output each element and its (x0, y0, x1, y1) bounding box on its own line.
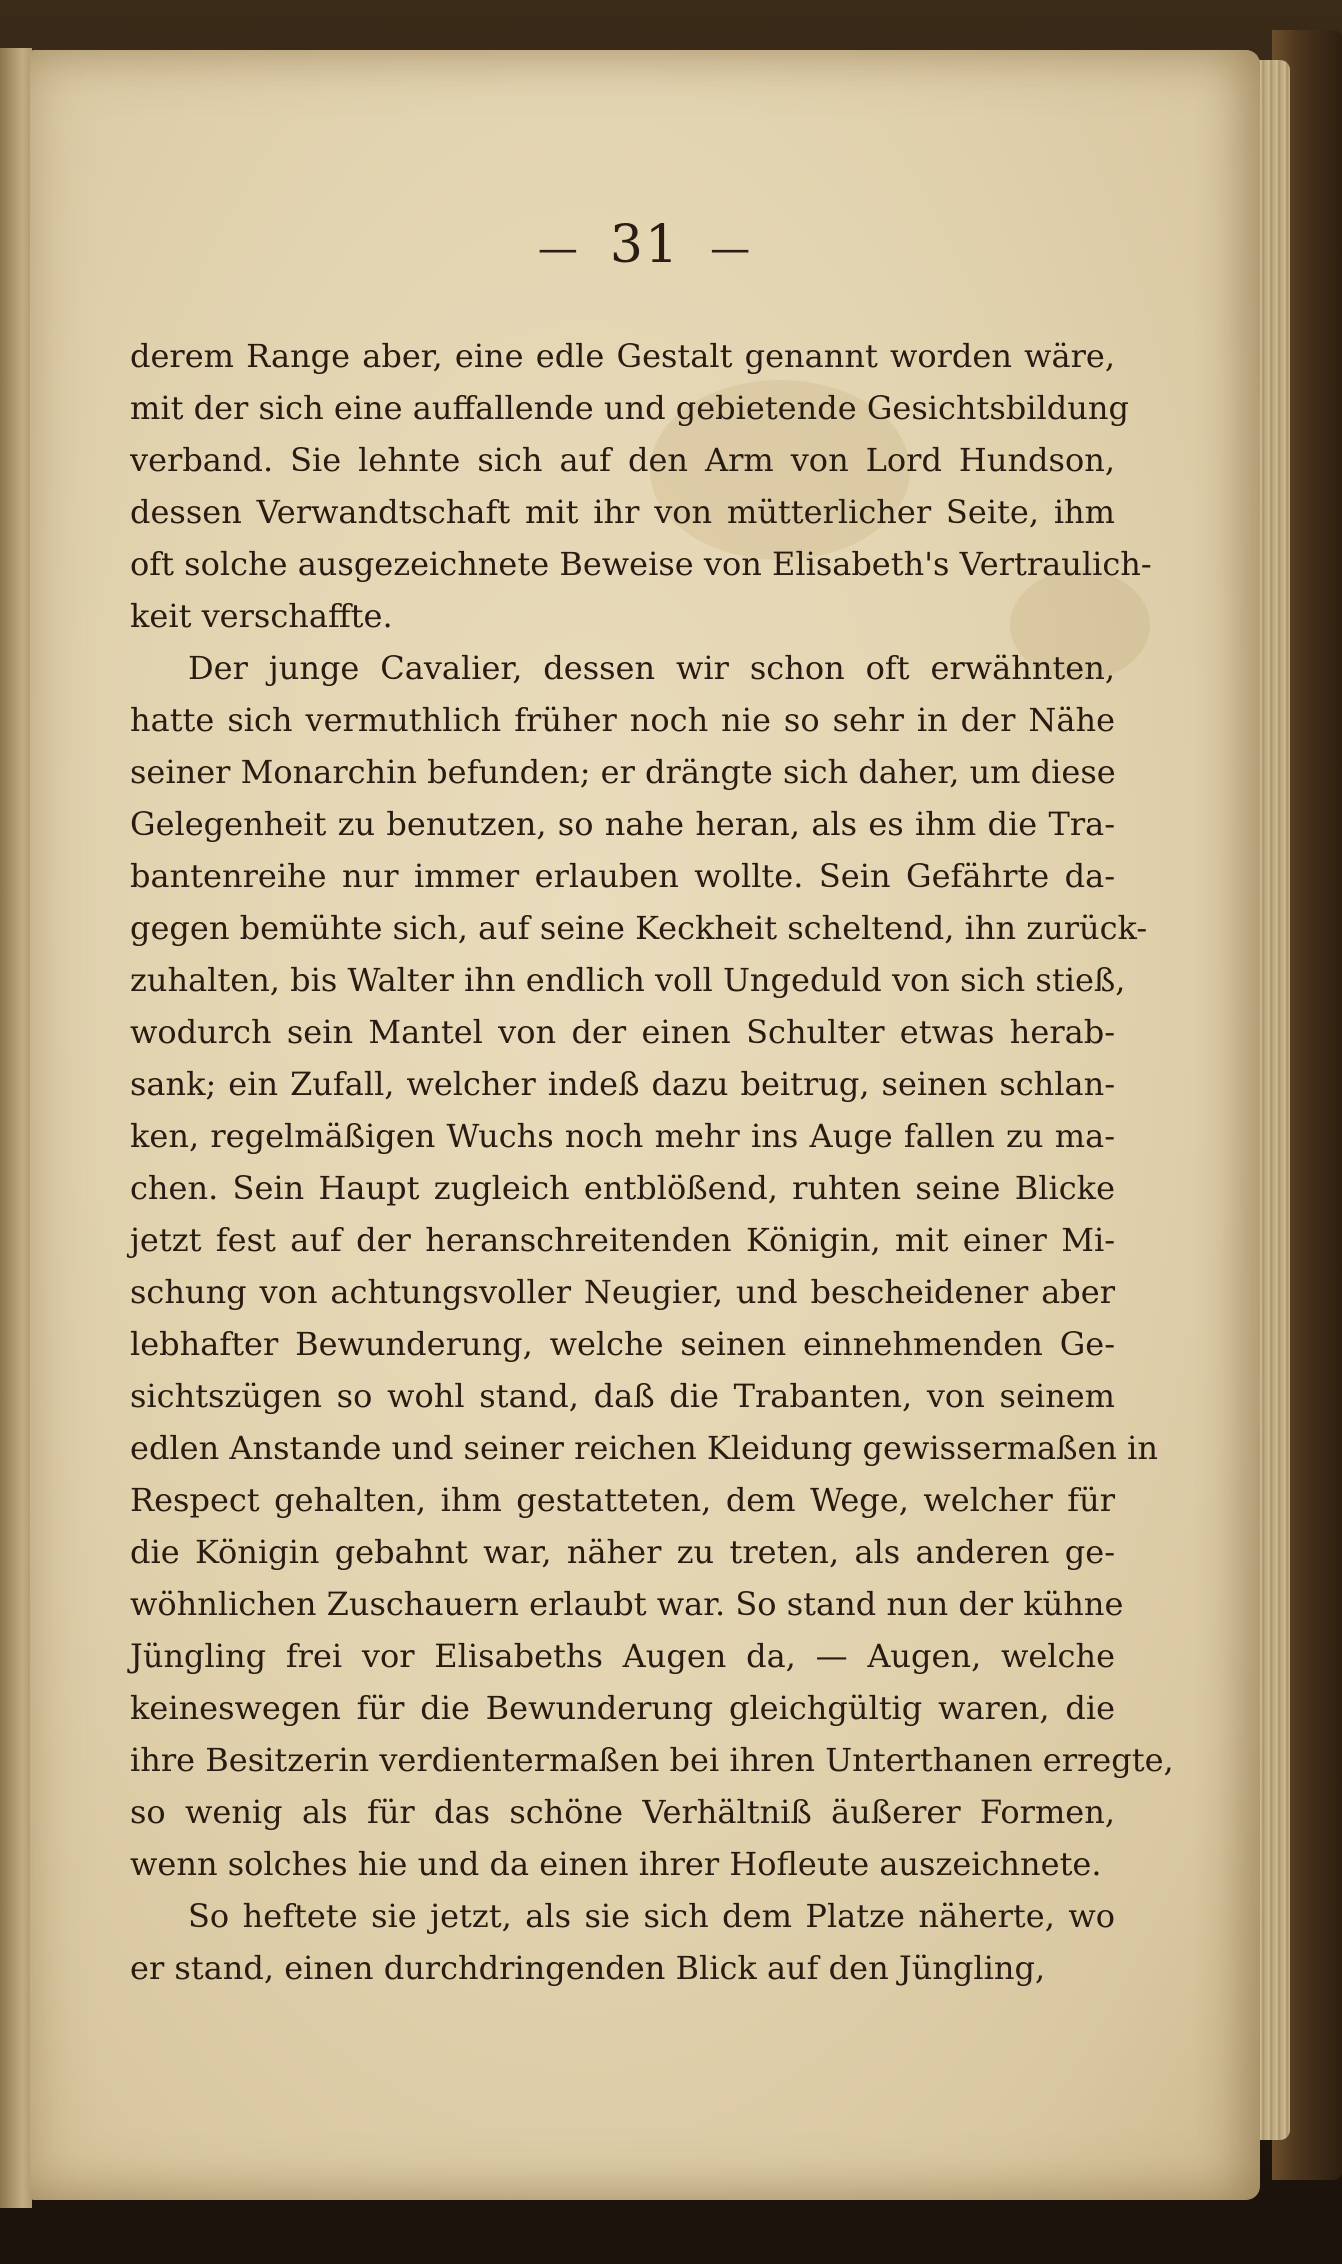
previous-page-edge (0, 48, 32, 2208)
text-line: so wenig als für das schöne Verhältniß äußerer Formen, (130, 1793, 1115, 1831)
text-line: ihre Besitzerin verdientermaßen bei ihren Unterthanen erregte, (130, 1741, 1174, 1779)
text-line: keineswegen für die Bewunderung gleichgültig waren, die (130, 1689, 1115, 1727)
text-line: Respect gehalten, ihm gestatteten, dem Wege, welcher für (130, 1481, 1115, 1519)
text-line: Jüngling frei vor Elisabeths Augen da, — Augen, welche (130, 1637, 1115, 1675)
text-line: mit der sich eine auffallende und gebietende Gesichtsbildung (130, 389, 1129, 427)
text-line: er stand, einen durchdringenden Blick auf den Jüngling, (130, 1949, 1046, 1987)
text-line: schung von achtungsvoller Neugier, und bescheidener aber (130, 1273, 1115, 1311)
paragraph (130, 642, 1174, 1890)
text-line: verband. Sie lehnte sich auf den Arm von Lord Hundson, (130, 441, 1115, 479)
book-page (30, 50, 1260, 2200)
text-line: bantenreihe nur immer erlauben wollte. Sein Gefährte da- (130, 857, 1115, 895)
text-line: wodurch sein Mantel von der einen Schulter etwas herab- (130, 1013, 1115, 1051)
paragraph (130, 330, 1152, 642)
text-line: Gelegenheit zu benutzen, so nahe heran, als es ihm die Tra- (130, 805, 1115, 843)
text-line: die Königin gebahnt war, näher zu treten, als anderen ge- (130, 1533, 1115, 1571)
text-line: dessen Verwandtschaft mit ihr von mütterlicher Seite, ihm (130, 493, 1115, 531)
text-line: lebhafter Bewunderung, welche seinen einnehmenden Ge- (130, 1325, 1115, 1363)
text-line: wöhnlichen Zuschauern erlaubt war. So stand nun der kühne (130, 1585, 1124, 1623)
text-line: So heftete sie jetzt, als sie sich dem Platze näherte, wo (188, 1897, 1115, 1935)
text-line: chen. Sein Haupt zugleich entblößend, ruhten seine Blicke (130, 1169, 1115, 1207)
text-line: zuhalten, bis Walter ihn endlich voll Ungeduld von sich stieß, (130, 961, 1126, 999)
text-line: oft solche ausgezeichnete Beweise von Elisabeth's Vertraulich- (130, 545, 1152, 583)
text-line: keit verschaffte. (130, 597, 393, 635)
text-line: wenn solches hie und da einen ihrer Hofleute auszeichnete. (130, 1845, 1102, 1883)
page-header (30, 215, 1260, 275)
paragraph (130, 1890, 1115, 1994)
body-text (130, 330, 1174, 1994)
text-line: hatte sich vermuthlich früher noch nie so sehr in der Nähe (130, 701, 1115, 739)
text-line: edlen Anstande und seiner reichen Kleidung gewissermaßen in (130, 1429, 1159, 1467)
text-line: ken, regelmäßigen Wuchs noch mehr ins Auge fallen zu ma- (130, 1117, 1115, 1155)
text-line: sichtszügen so wohl stand, daß die Trabanten, von seinem (130, 1377, 1115, 1415)
page-number: 31 (609, 215, 681, 275)
text-line: gegen bemühte sich, auf seine Keckheit scheltend, ihn zurück- (130, 909, 1148, 947)
text-line: Der junge Cavalier, dessen wir schon oft erwähnten, (188, 649, 1115, 687)
text-line: jetzt fest auf der heranschreitenden Königin, mit einer Mi- (130, 1221, 1115, 1259)
text-line: seiner Monarchin befunden; er drängte sich daher, um diese (130, 753, 1116, 791)
text-line: sank; ein Zufall, welcher indeß dazu beitrug, seinen schlan- (130, 1065, 1115, 1103)
header-dash-right: — (710, 225, 753, 272)
text-line: derem Range aber, eine edle Gestalt genannt worden wäre, (130, 337, 1115, 375)
header-dash-left: — (537, 225, 580, 272)
